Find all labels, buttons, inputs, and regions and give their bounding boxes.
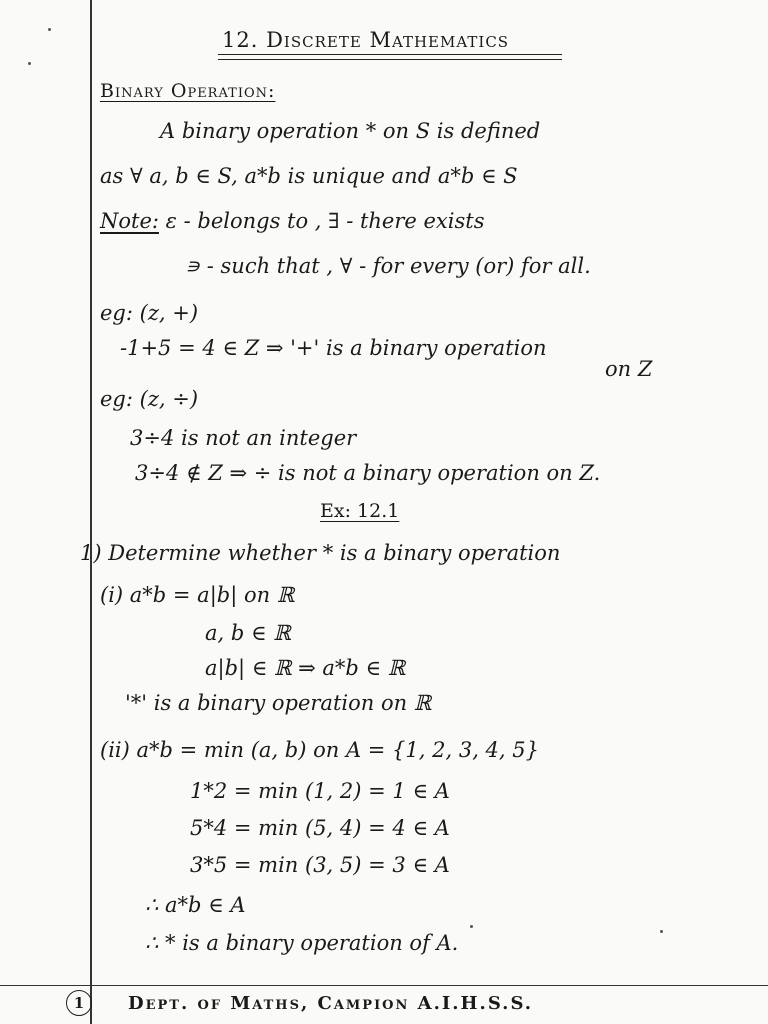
title-underline (218, 54, 562, 55)
text-line: (i) a*b = a|b| on ℝ (100, 583, 295, 607)
note-label: Note: (100, 209, 159, 233)
text-line: a, b ∈ ℝ (205, 621, 291, 645)
text-line: ∍ - such that , ∀ - for every (or) for all. (185, 254, 591, 278)
text-line: as ∀ a, b ∈ S, a*b is unique and a*b ∈ S (100, 164, 518, 188)
title-underline-double (218, 59, 562, 60)
text-line: 3÷4 is not an integer (130, 426, 357, 450)
paper-speck (28, 62, 31, 65)
text-line: 3*5 = min (3, 5) = 3 ∈ A (190, 853, 450, 877)
paper-speck (48, 28, 51, 31)
text-line: eg: (z, ÷) (100, 387, 199, 411)
note-text: ε - belongs to , ∃ - there exists (165, 209, 485, 233)
footer-text: Dept. of Maths, Campion A.I.H.S.S. (128, 993, 534, 1014)
text-line: '*' is a binary operation on ℝ (125, 691, 432, 715)
text-line: (ii) a*b = min (a, b) on A = {1, 2, 3, 4, 5} (100, 738, 539, 762)
text-line: 1*2 = min (1, 2) = 1 ∈ A (190, 779, 450, 803)
question-line: 1) Determine whether * is a binary operation (80, 541, 561, 565)
margin-line (90, 0, 92, 1024)
section-heading: Binary Operation: (100, 80, 276, 102)
text-line: on Z (605, 357, 653, 381)
text-line: ∴ * is a binary operation of A. (145, 931, 459, 955)
text-line: ∴ a*b ∈ A (145, 893, 246, 917)
paper-speck (660, 930, 663, 933)
text-line: A binary operation * on S is defined (160, 119, 541, 143)
page-title: 12. Discrete Mathematics (222, 28, 510, 52)
paper-speck (470, 925, 473, 928)
footer-rule (0, 985, 768, 986)
page-number: 1 (66, 990, 92, 1016)
text-line: a|b| ∈ ℝ ⇒ a*b ∈ ℝ (205, 656, 406, 680)
exercise-heading: Ex: 12.1 (320, 500, 400, 522)
note-line (100, 208, 484, 234)
text-line: eg: (z, +) (100, 301, 199, 325)
text-line: 5*4 = min (5, 4) = 4 ∈ A (190, 816, 450, 840)
text-line: -1+5 = 4 ∈ Z ⇒ '+' is a binary operation (120, 336, 547, 360)
text-line: 3÷4 ∉ Z ⇒ ÷ is not a binary operation on Z. (135, 461, 601, 485)
